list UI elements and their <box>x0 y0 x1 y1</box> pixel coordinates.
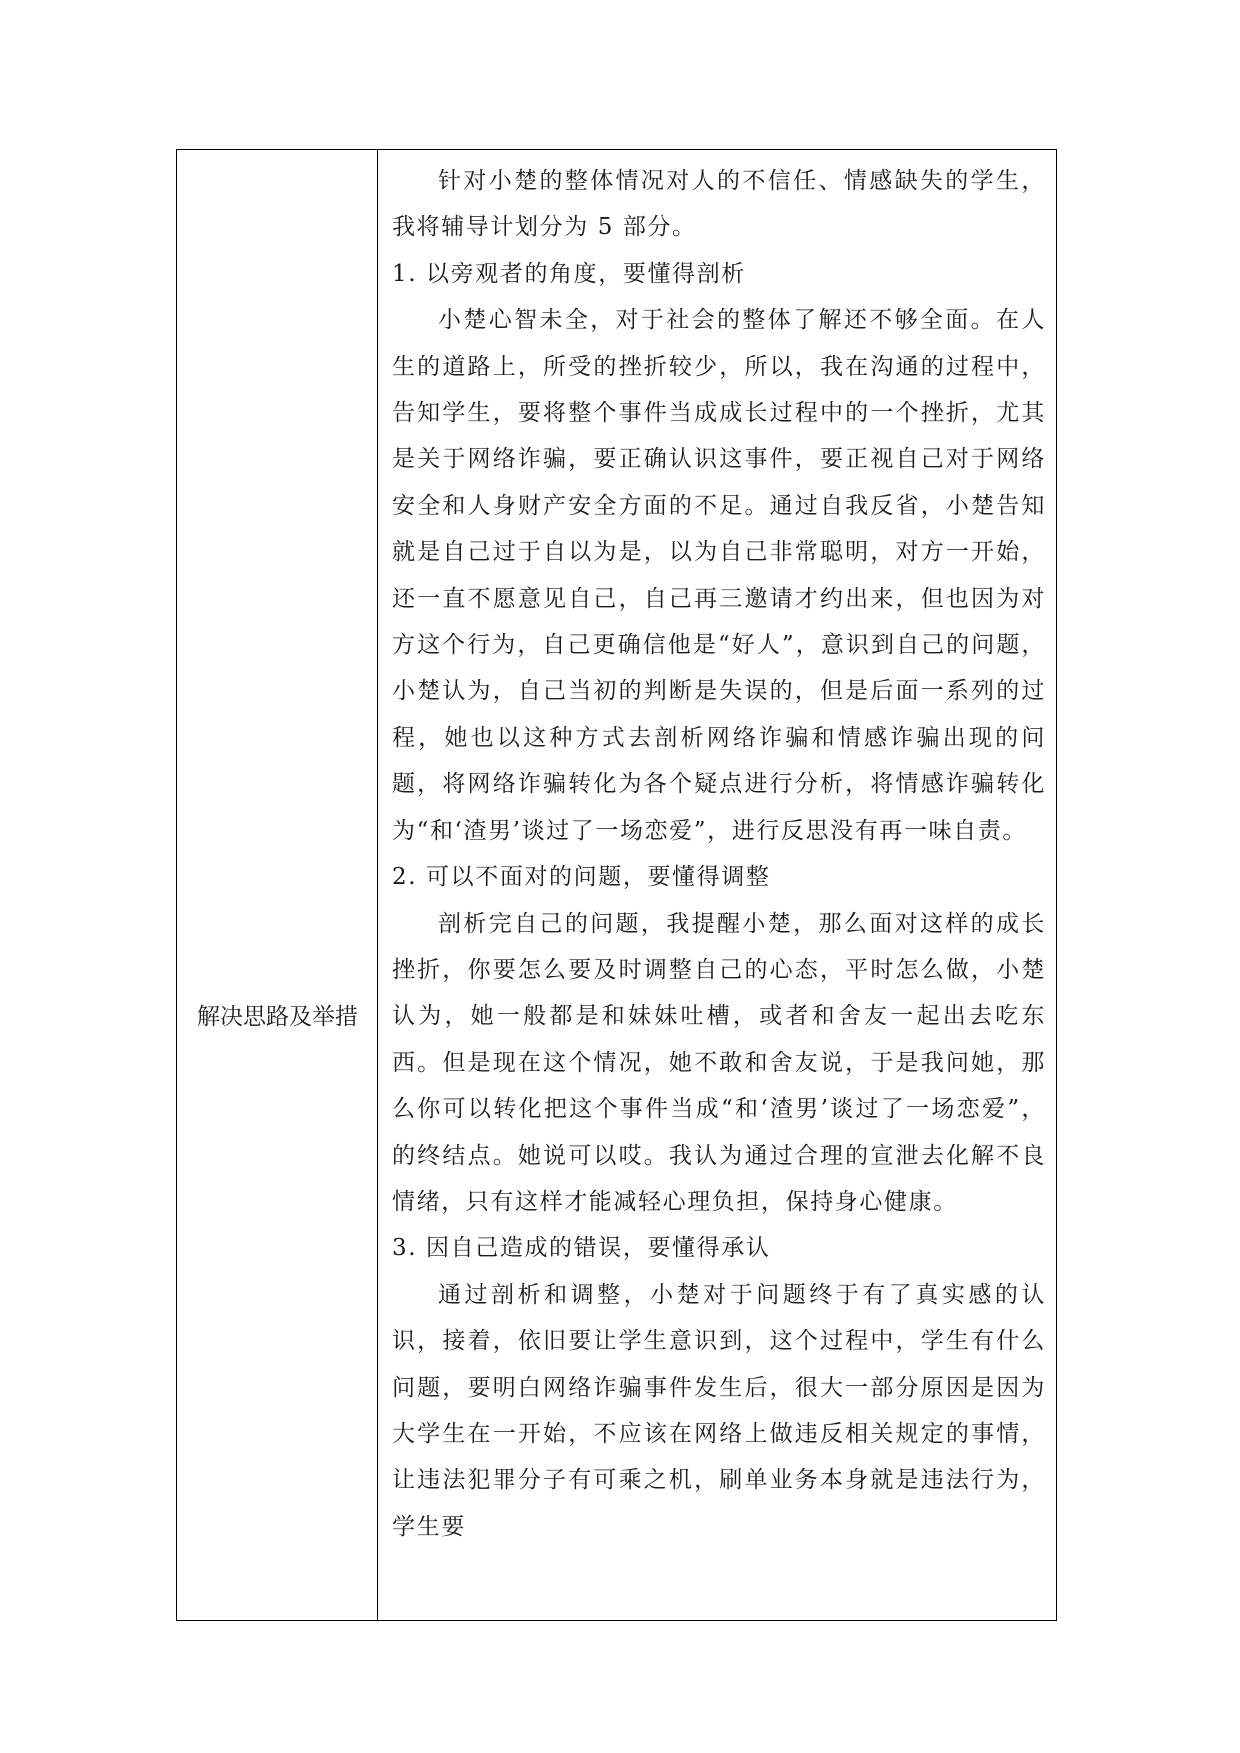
section-paragraph-1: 小楚心智未全，对于社会的整体了解还不够全面。在人生的道路上，所受的挫折较少，所以，我在沟通的过程中，告知学生，要将整个事件当成成长过程中的一个挫折，尤其是关于网络诈骗，要正确认识这事件，要正视自己对于网络安全和人身财产安全方面的不足。通过自我反省，小楚告知就是自己过于自以为是，以为自己非常聪明，对方一开始，还一直不愿意见自己，自己再三邀请才约出来，但也因为对方这个行为，自己更确信他是“好人”，意识到自己的问题，小楚认为，自己当初的判断是失误的，但是后面一系列的过程，她也以这种方式去剖析网络诈骗和情感诈骗出现的问题，将网络诈骗转化为各个疑点进行分析，将情感诈骗转化为“和‘渣男’谈过了一场恋爱”，进行反思没有再一味自责。 <box>392 307 1046 844</box>
content-cell <box>378 150 1056 1620</box>
section-heading-1: 1. 以旁观者的角度，要懂得剖析 <box>392 260 746 287</box>
section-heading-3: 3. 因自己造成的错误，要懂得承认 <box>392 1235 771 1262</box>
intro-paragraph: 针对小楚的整体情况对人的不信任、情感缺失的学生，我将辅导计划分为 5 部分。 <box>392 168 1046 241</box>
section-paragraph-2: 剖析完自己的问题，我提醒小楚，那么面对这样的成长挫折，你要怎么要及时调整自己的心态，平时怎么做，小楚认为，她一般都是和妹妹吐槽，或者和舍友一起出去吃东西。但是现在这个情况，她不敢和舍友说，于是我问她，那么你可以转化把这个事件当成“和‘渣男’谈过了一场恋爱”，的终结点。她说可以哎。我认为通过合理的宣泄去化解不良情绪，只有这样才能减轻心理负担，保持身心健康。 <box>392 910 1046 1215</box>
row-label: 解决思路及举措 <box>197 1004 358 1030</box>
section-heading-2: 2. 可以不面对的问题，要懂得调整 <box>392 864 771 891</box>
content-table <box>176 149 1057 1621</box>
label-cell <box>177 150 378 1620</box>
section-paragraph-3: 通过剖析和调整，小楚对于问题终于有了真实感的认识，接着，依旧要让学生意识到，这个过程中，学生有什么问题，要明白网络诈骗事件发生后，很大一部分原因是因为大学生在一开始，不应该在网络上做违反相关规定的事情，让违法犯罪分子有可乘之机，刷单业务本身就是违法行为，学生要 <box>392 1281 1046 1540</box>
